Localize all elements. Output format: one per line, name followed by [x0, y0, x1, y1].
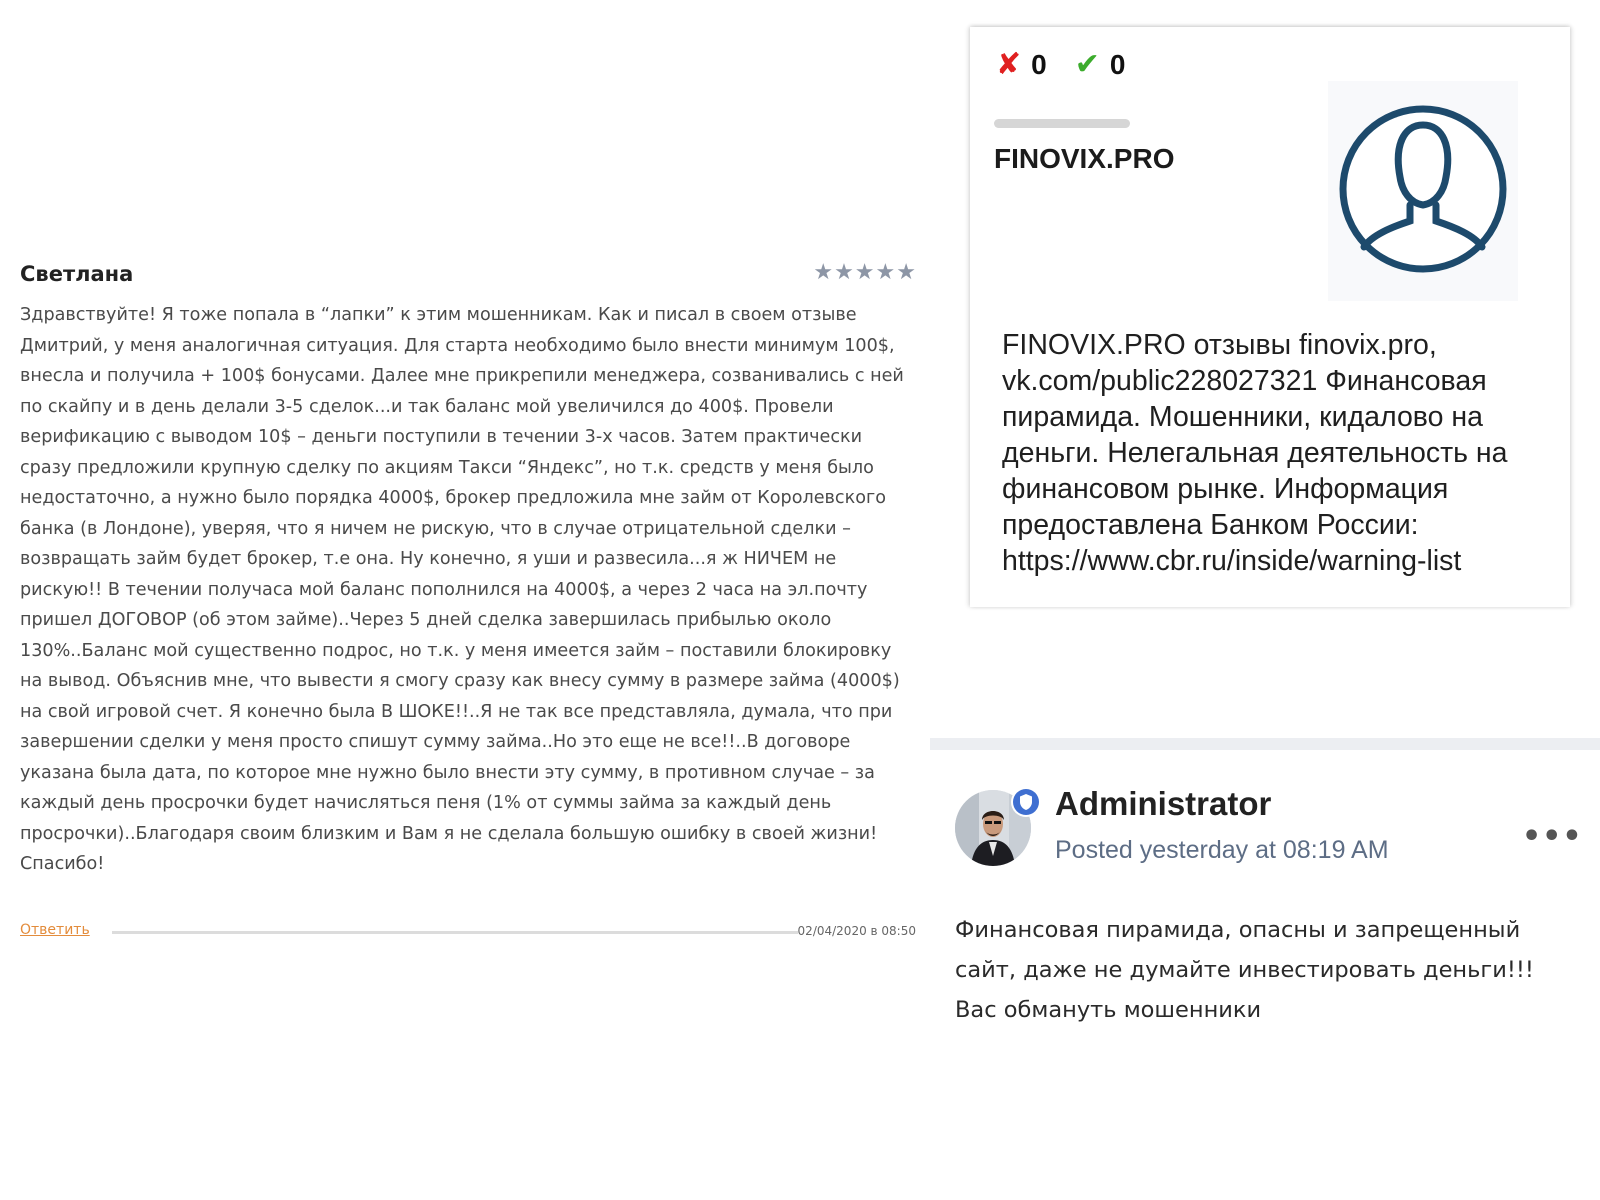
post-author[interactable]: Administrator	[1055, 785, 1272, 822]
post-body: Финансовая пирамида, опасны и запрещенный сайт, даже не думайте инвестировать деньги!!! Вас обмануть мошенники	[955, 917, 1534, 1023]
review-text: Здравствуйте! Я тоже попала в “лапки” к этим мошенникам. Как и писал в своем отзыве Дмитрий, у меня аналогичная ситуация. Для старта необходимо было внести минимум 100$, внесла и получила + 100$ бонусами. Далее мне прикрепили менеджера, созванивались с ней по скайпу и в день делали 3-5 сделок...и так баланс мой увеличился до 400$. Провели верификацию с выводом 10$ – деньги поступили в течении 3-х часов. Затем практически сразу предложили крупную сделку по акциям Такси “Яндекс”, но т.к. средств у меня было недостаточно, а нужно было порядка 4000$, брокер предложила мне займ от Королевского банка (в Лондоне), уверяя, что я ничем не рискую, что в случае отрицательной сделки – возвращать займ будет брокер, т.е она. Ну конечно, я уши и развесила...я ж НИЧЕМ не рискую!! В течении получаса мой баланс пополнился на 4000$, а через 2 часа на эл.почту пришел ДОГОВОР (об этом займе)..Через 5 дней сделка завершилась прибылью около 130%..Баланс мой существенно подрос, но т.к. у меня имеется займ – поставили блокировку на вывод. Объяснив мне, что вывести я смогу сразу как внесу сумму в размере займа (4000$) на свой игровой счет. Я конечно была В ШОКЕ!!..Я не так все представляла, думала, что при завершении сделки у меня просто спишут сумму займа..Но это еще не все!!..В договоре указана была дата, по которое мне нужно было внести эту сумму, в противном случае – за каждый день просрочки будет начисляться пеня (1% от суммы займа за каждый день просрочки)..Благодаря своим близким и Вам я не сделала большую ошибку в своей жизни! Спасибо!	[20, 305, 904, 874]
more-options-icon[interactable]: •••	[1522, 819, 1583, 854]
site-name: FINOVIX.PRO	[994, 143, 1175, 174]
star-icon: ★	[834, 260, 854, 285]
post-separator	[930, 738, 1600, 750]
like-count: 0	[1109, 49, 1126, 80]
review-divider	[112, 931, 798, 934]
star-icon: ★	[813, 260, 834, 285]
shield-badge-icon	[1010, 786, 1042, 818]
star-icon: ★	[854, 260, 875, 285]
check-icon[interactable]: ✔	[1074, 47, 1100, 82]
review-author: Светлана	[20, 262, 134, 286]
site-info-card	[970, 27, 1570, 607]
site-description: FINOVIX.PRO отзывы finovix.pro, vk.com/public228027321 Финансовая пирамида. Мошенники, кидалово на деньги. Нелегальная деятельность на финансовом рынке. Информация предоставлена Банком России: https://www.cbr.ru/inside/warning-list	[1002, 329, 1508, 577]
reply-link[interactable]: Ответить	[20, 922, 90, 938]
review-date: 02/04/2020 в 08:50	[797, 924, 916, 938]
cross-icon[interactable]: ✘	[996, 47, 1022, 82]
star-icon: ★	[875, 260, 896, 285]
vote-counter	[996, 49, 1125, 81]
vote-bar	[994, 119, 1130, 128]
dislike-count: 0	[1031, 49, 1047, 80]
user-silhouette-icon	[1328, 81, 1518, 301]
rating-stars	[813, 262, 916, 284]
post-timestamp: Posted yesterday at 08:19 AM	[1055, 836, 1389, 864]
star-icon: ★	[896, 260, 916, 285]
